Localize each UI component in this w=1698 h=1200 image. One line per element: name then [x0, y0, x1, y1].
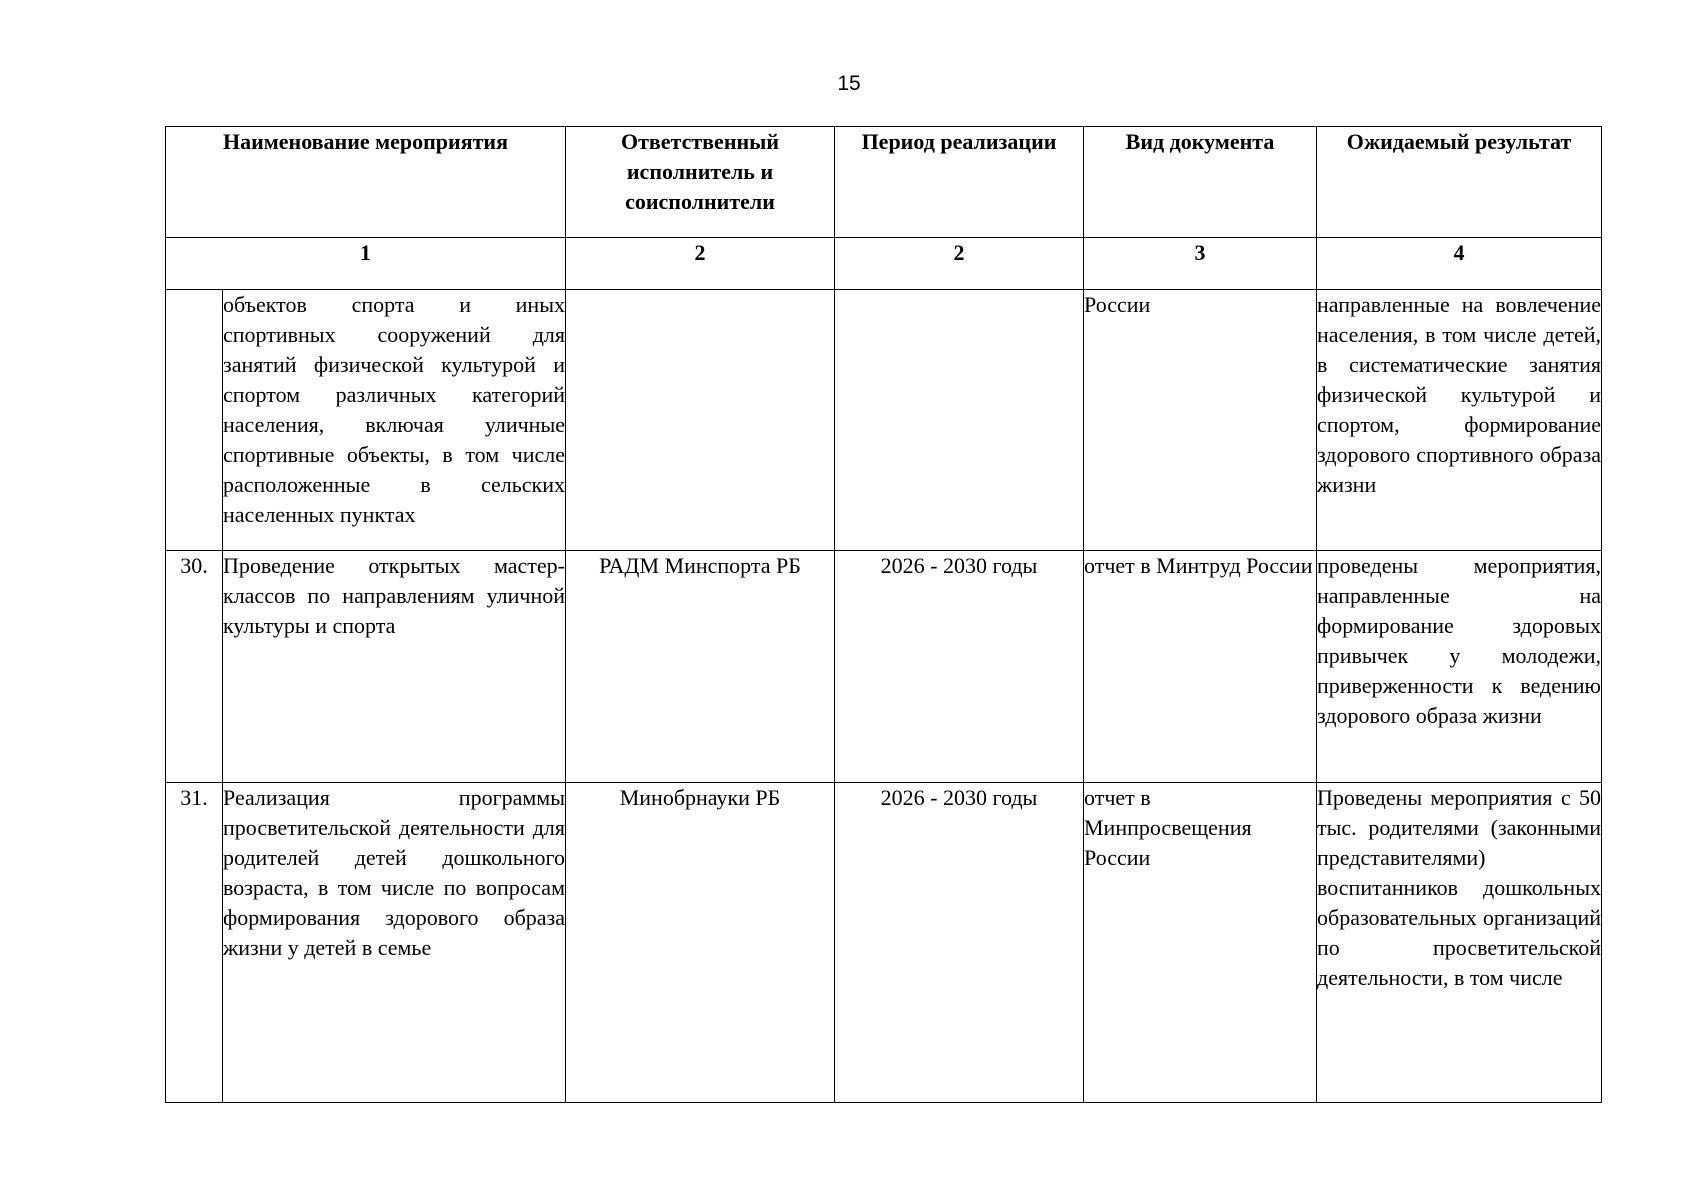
table-header-row — [166, 127, 1602, 238]
column-numbers-row — [166, 238, 1602, 290]
column-number: 3 — [1084, 238, 1317, 290]
row-executor: Минобрнауки РБ — [566, 783, 835, 1103]
row-document: отчет в Минтруд России — [1084, 551, 1317, 783]
row-period — [835, 290, 1084, 551]
header-result: Ожидаемый результат — [1317, 127, 1602, 238]
column-number: 2 — [566, 238, 835, 290]
row-number: 31. — [166, 783, 223, 1103]
table-row — [166, 551, 1602, 783]
row-result: Проведены мероприятия с 50 тыс. родителями (законными представителями) воспитанников дошкольных образовательных организаций по просветительской деятельности, в том числе — [1317, 783, 1602, 1103]
row-name: Реализация программы просветительской деятельности для родителей детей дошкольного возраста, в том числе по вопросам формирования здорового образа жизни у детей в семье — [223, 783, 566, 1103]
header-document: Вид документа — [1084, 127, 1317, 238]
row-document: отчет в Минпросвещения России — [1084, 783, 1317, 1103]
table-row — [166, 783, 1602, 1103]
row-name: Проведение открытых мастер-классов по направлениям уличной культуры и спорта — [223, 551, 566, 783]
row-number — [166, 290, 223, 551]
column-number: 4 — [1317, 238, 1602, 290]
header-executor: Ответственный исполнитель и соисполнители — [566, 127, 835, 238]
row-executor — [566, 290, 835, 551]
plan-table — [165, 126, 1602, 1103]
row-result: проведены мероприятия, направленные на формирование здоровых привычек у молодежи, приверженности к ведению здорового образа жизни — [1317, 551, 1602, 783]
header-name: Наименование мероприятия — [166, 127, 566, 238]
row-number: 30. — [166, 551, 223, 783]
row-result: направленные на вовлечение населения, в том числе детей, в систематические занятия физической культурой и спортом, формирование здорового спортивного образа жизни — [1317, 290, 1602, 551]
column-number: 2 — [835, 238, 1084, 290]
column-number: 1 — [166, 238, 566, 290]
table-row — [166, 290, 1602, 551]
row-executor: РАДМ Минспорта РБ — [566, 551, 835, 783]
row-period: 2026 - 2030 годы — [835, 551, 1084, 783]
row-period: 2026 - 2030 годы — [835, 783, 1084, 1103]
row-name: объектов спорта и иных спортивных сооружений для занятий физической культурой и спортом различных категорий населения, включая уличные спортивные объекты, в том числе расположенные в сельских населенных пунктах — [223, 290, 566, 551]
row-document: России — [1084, 290, 1317, 551]
page-number: 15 — [837, 72, 861, 95]
header-period: Период реализации — [835, 127, 1084, 238]
